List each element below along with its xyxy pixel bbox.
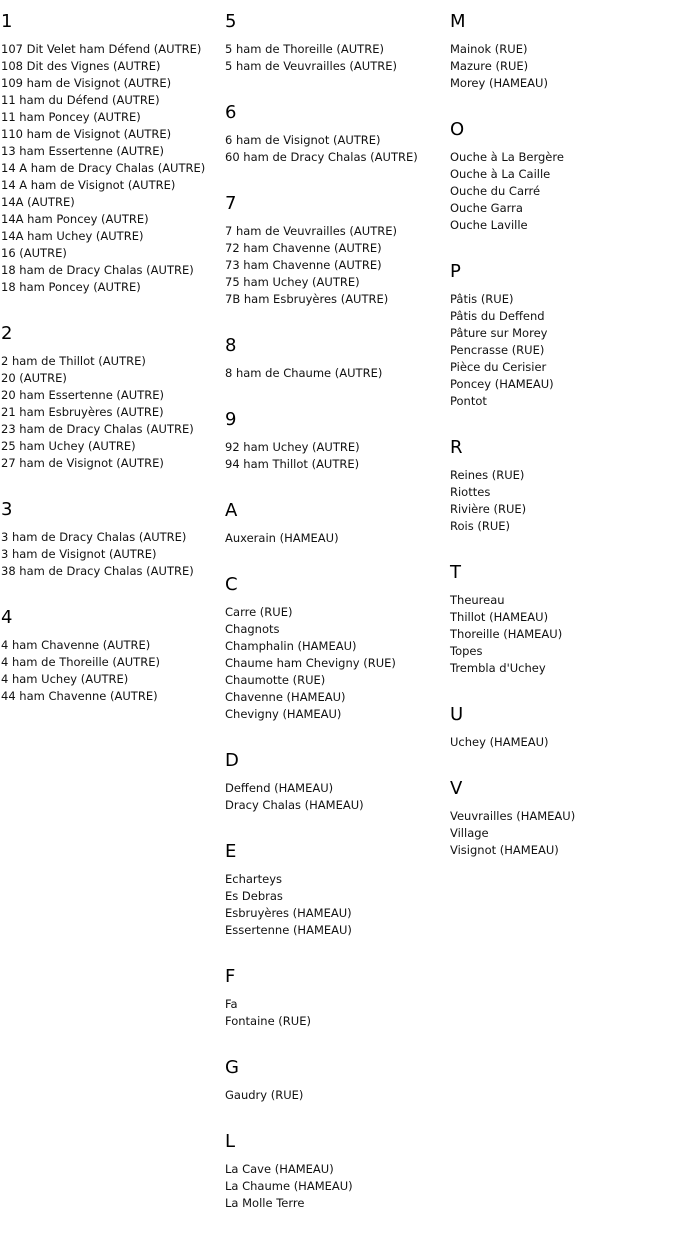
street-link[interactable]: La Molle Terre [225, 1196, 305, 1210]
street-link[interactable]: 108 Dit des Vignes (AUTRE) [1, 59, 161, 73]
street-link[interactable]: Ouche à La Bergère [450, 150, 564, 164]
street-link[interactable]: 5 ham de Thoreille (AUTRE) [225, 42, 384, 56]
section-letter-heading: M [450, 11, 466, 32]
street-link[interactable]: La Cave (HAMEAU) [225, 1162, 334, 1176]
index-section [1, 607, 223, 705]
section-letter-heading: U [450, 704, 464, 725]
street-link[interactable]: 94 ham Thillot (AUTRE) [225, 457, 360, 471]
index-section [225, 409, 447, 473]
section-letter-heading: E [225, 841, 237, 862]
street-link[interactable]: Pâtis du Deffend [450, 309, 545, 323]
section-letter-heading: C [225, 574, 238, 595]
street-link[interactable]: Pontot [450, 394, 487, 408]
street-link[interactable]: Carre (RUE) [225, 605, 293, 619]
index-section [225, 102, 447, 166]
street-link[interactable]: Gaudry (RUE) [225, 1088, 304, 1102]
street-link[interactable]: Pencrasse (RUE) [450, 343, 545, 357]
street-link[interactable]: 4 ham de Thoreille (AUTRE) [1, 655, 160, 669]
index-section [1, 11, 223, 296]
index-section [225, 1057, 447, 1104]
street-link[interactable]: Auxerain (HAMEAU) [225, 531, 339, 545]
street-link[interactable]: Theureau [450, 593, 505, 607]
street-link[interactable]: 4 ham Chavenne (AUTRE) [1, 638, 151, 652]
index-column-1 [1, 0, 223, 732]
section-letter-heading: 7 [225, 193, 237, 214]
street-link[interactable]: 11 ham du Défend (AUTRE) [1, 93, 160, 107]
index-section [225, 1131, 447, 1212]
street-link[interactable]: 23 ham de Dracy Chalas (AUTRE) [1, 422, 194, 436]
street-link[interactable]: 27 ham de Visignot (AUTRE) [1, 456, 164, 470]
street-link[interactable]: 3 ham de Dracy Chalas (AUTRE) [1, 530, 187, 544]
street-link[interactable]: 110 ham de Visignot (AUTRE) [1, 127, 172, 141]
section-letter-heading: A [225, 500, 238, 521]
street-link[interactable]: Champhalin (HAMEAU) [225, 639, 357, 653]
street-link[interactable]: Ouche Laville [450, 218, 528, 232]
section-letter-heading: 6 [225, 102, 237, 123]
index-section [225, 11, 447, 75]
section-letter-heading: 4 [1, 607, 13, 628]
index-section [225, 500, 447, 547]
street-link[interactable]: Rois (RUE) [450, 519, 510, 533]
street-link[interactable]: Chagnots [225, 622, 280, 636]
section-letter-heading: 2 [1, 323, 13, 344]
index-section [450, 704, 672, 751]
section-letter-heading: O [450, 119, 465, 140]
street-link[interactable]: 7B ham Esbruyères (AUTRE) [225, 292, 389, 306]
street-link[interactable]: 73 ham Chavenne (AUTRE) [225, 258, 382, 272]
street-link[interactable]: Chavenne (HAMEAU) [225, 690, 346, 704]
index-section [1, 499, 223, 580]
street-link[interactable]: Esbruyères (HAMEAU) [225, 906, 352, 920]
index-section [225, 750, 447, 814]
section-letter-heading: 5 [225, 11, 237, 32]
street-link[interactable]: 6 ham de Visignot (AUTRE) [225, 133, 381, 147]
index-section [225, 966, 447, 1030]
street-link[interactable]: Thoreille (HAMEAU) [450, 627, 563, 641]
street-link[interactable]: 21 ham Esbruyères (AUTRE) [1, 405, 164, 419]
street-link[interactable]: 44 ham Chavenne (AUTRE) [1, 689, 158, 703]
street-link[interactable]: Mazure (RUE) [450, 59, 529, 73]
street-link[interactable]: 11 ham Poncey (AUTRE) [1, 110, 141, 124]
street-link[interactable]: 109 ham de Visignot (AUTRE) [1, 76, 172, 90]
street-link[interactable]: Riottes [450, 485, 491, 499]
street-link[interactable]: Village [450, 826, 489, 840]
street-link[interactable]: Pièce du Cerisier [450, 360, 547, 374]
street-link[interactable]: 2 ham de Thillot (AUTRE) [1, 354, 146, 368]
street-link[interactable]: 4 ham Uchey (AUTRE) [1, 672, 129, 686]
street-link[interactable]: Topes [450, 644, 483, 658]
street-link[interactable]: Dracy Chalas (HAMEAU) [225, 798, 364, 812]
street-link[interactable]: 38 ham de Dracy Chalas (AUTRE) [1, 564, 194, 578]
street-link[interactable]: Rivière (RUE) [450, 502, 527, 516]
street-link[interactable]: Echarteys [225, 872, 283, 886]
street-link[interactable]: Morey (HAMEAU) [450, 76, 548, 90]
index-section [450, 562, 672, 677]
street-link[interactable]: 107 Dit Velet ham Défend (AUTRE) [1, 42, 202, 56]
street-link[interactable]: Ouche du Carré [450, 184, 541, 198]
section-letter-heading: G [225, 1057, 239, 1078]
section-letter-heading: 8 [225, 335, 237, 356]
section-letter-heading: F [225, 966, 236, 987]
street-link[interactable]: Ouche Garra [450, 201, 523, 215]
street-link[interactable]: Pâtis (RUE) [450, 292, 514, 306]
street-link[interactable]: 20 (AUTRE) [1, 371, 67, 385]
street-link[interactable]: Fa [225, 997, 238, 1011]
street-link[interactable]: Essertenne (HAMEAU) [225, 923, 352, 937]
street-link[interactable]: 92 ham Uchey (AUTRE) [225, 440, 360, 454]
street-link[interactable]: 3 ham de Visignot (AUTRE) [1, 547, 157, 561]
street-link[interactable]: 18 ham de Dracy Chalas (AUTRE) [1, 263, 194, 277]
street-link[interactable]: Fontaine (RUE) [225, 1014, 311, 1028]
street-link[interactable]: La Chaume (HAMEAU) [225, 1179, 353, 1193]
section-letter-heading: 1 [1, 11, 13, 32]
street-link[interactable]: 14A ham Uchey (AUTRE) [1, 229, 144, 243]
street-link[interactable]: Trembla d'Uchey [450, 661, 546, 675]
street-link[interactable]: Thillot (HAMEAU) [450, 610, 549, 624]
street-link[interactable]: Chaume ham Chevigny (RUE) [225, 656, 396, 670]
section-letter-heading: 9 [225, 409, 237, 430]
index-section [225, 841, 447, 939]
index-section [1, 323, 223, 472]
street-link[interactable]: Chaumotte (RUE) [225, 673, 326, 687]
index-column-3 [450, 0, 672, 886]
street-link[interactable]: Mainok (RUE) [450, 42, 528, 56]
street-link[interactable]: Veuvrailles (HAMEAU) [450, 809, 576, 823]
street-link[interactable]: 72 ham Chavenne (AUTRE) [225, 241, 382, 255]
street-link[interactable]: Es Debras [225, 889, 283, 903]
index-section [450, 261, 672, 410]
street-link[interactable]: Ouche à La Caille [450, 167, 551, 181]
street-link[interactable]: 16 (AUTRE) [1, 246, 67, 260]
section-letter-heading: V [450, 778, 463, 799]
section-letter-heading: R [450, 437, 463, 458]
street-link[interactable]: 60 ham de Dracy Chalas (AUTRE) [225, 150, 418, 164]
index-section [225, 574, 447, 723]
index-section [450, 119, 672, 234]
index-section [450, 11, 672, 92]
section-letter-heading: 3 [1, 499, 13, 520]
street-link[interactable]: 14A (AUTRE) [1, 195, 75, 209]
section-letter-heading: D [225, 750, 239, 771]
street-link[interactable]: Uchey (HAMEAU) [450, 735, 549, 749]
street-link[interactable]: 13 ham Essertenne (AUTRE) [1, 144, 164, 158]
section-letter-heading: P [450, 261, 461, 282]
index-section [225, 193, 447, 308]
street-link[interactable]: Deffend (HAMEAU) [225, 781, 334, 795]
street-link[interactable]: Reines (RUE) [450, 468, 525, 482]
index-section [450, 778, 672, 859]
index-section [225, 335, 447, 382]
street-link[interactable]: 75 ham Uchey (AUTRE) [225, 275, 360, 289]
street-link[interactable]: 8 ham de Chaume (AUTRE) [225, 366, 383, 380]
index-column-2 [225, 0, 447, 1239]
street-link[interactable]: 7 ham de Veuvrailles (AUTRE) [225, 224, 397, 238]
street-link[interactable]: 25 ham Uchey (AUTRE) [1, 439, 136, 453]
street-link[interactable]: 5 ham de Veuvrailles (AUTRE) [225, 59, 397, 73]
section-letter-heading: T [450, 562, 461, 583]
street-link[interactable]: Poncey (HAMEAU) [450, 377, 554, 391]
street-link[interactable]: Visignot (HAMEAU) [450, 843, 559, 857]
street-link[interactable]: 14A ham Poncey (AUTRE) [1, 212, 149, 226]
section-letter-heading: L [225, 1131, 236, 1152]
street-link[interactable]: 14 A ham de Visignot (AUTRE) [1, 178, 176, 192]
street-link[interactable]: 20 ham Essertenne (AUTRE) [1, 388, 164, 402]
street-link[interactable]: Chevigny (HAMEAU) [225, 707, 342, 721]
index-section [450, 437, 672, 535]
street-link[interactable]: 14 A ham de Dracy Chalas (AUTRE) [1, 161, 206, 175]
street-link[interactable]: 18 ham Poncey (AUTRE) [1, 280, 141, 294]
street-link[interactable]: Pâture sur Morey [450, 326, 548, 340]
